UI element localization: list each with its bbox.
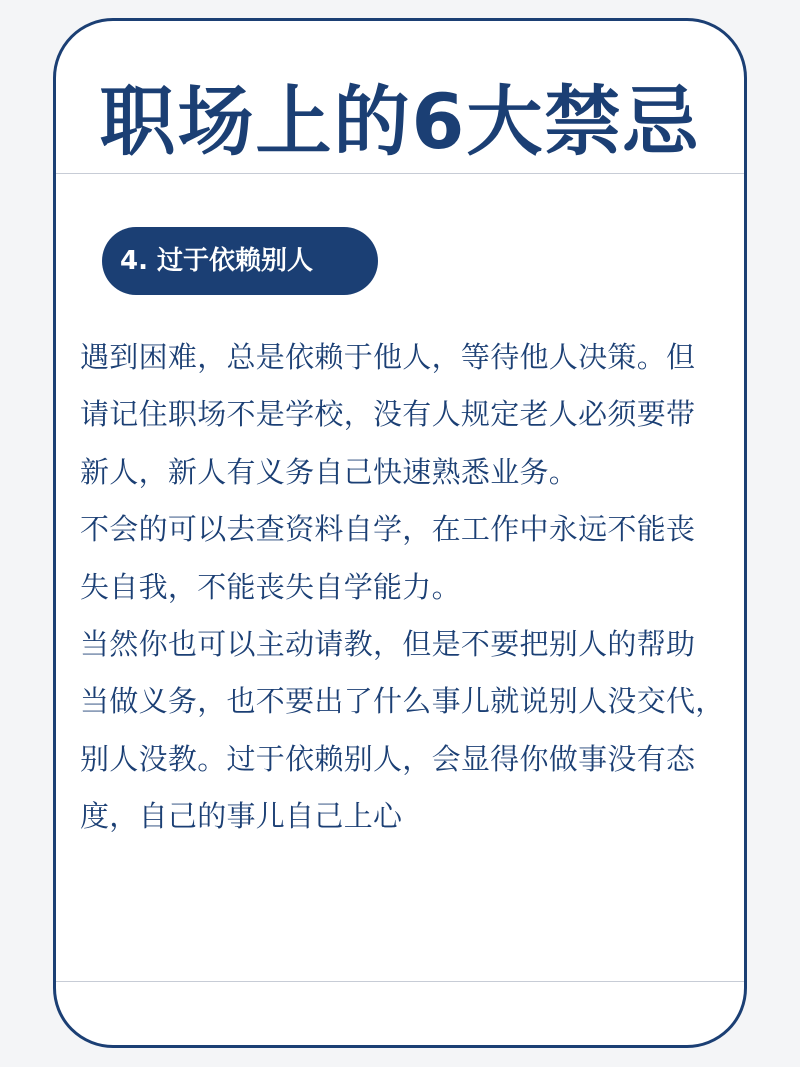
- top-divider: [56, 173, 744, 174]
- body-line: 失自我，不能丧失自学能力。: [80, 569, 461, 604]
- body-line: 不会的可以去查资料自学，在工作中永远不能丧: [80, 512, 696, 547]
- body-line: 请记住职场不是学校，没有人规定老人必须要带: [80, 397, 696, 432]
- body-line: 度，自己的事儿自己上心: [80, 799, 403, 834]
- body-line: 遇到困难，总是依赖于他人，等待他人决策。但: [80, 340, 696, 374]
- body-paragraph: [80, 329, 756, 846]
- body-line: 新人，新人有义务自己快速熟悉业务。: [80, 454, 579, 489]
- body-line: 当做义务，也不要出了什么事儿就说别人没交代，: [80, 684, 725, 719]
- body-line: 当然你也可以主动请教，但是不要把别人的帮助: [80, 626, 696, 661]
- bottom-divider: [56, 981, 744, 982]
- body-line: 别人没教。过于依赖别人，会显得你做事没有态: [80, 741, 696, 776]
- page-title: 职场上的6大禁忌: [99, 77, 701, 166]
- content-card: [53, 18, 747, 1048]
- section-label-badge: 4. 过于依赖别人: [102, 227, 378, 295]
